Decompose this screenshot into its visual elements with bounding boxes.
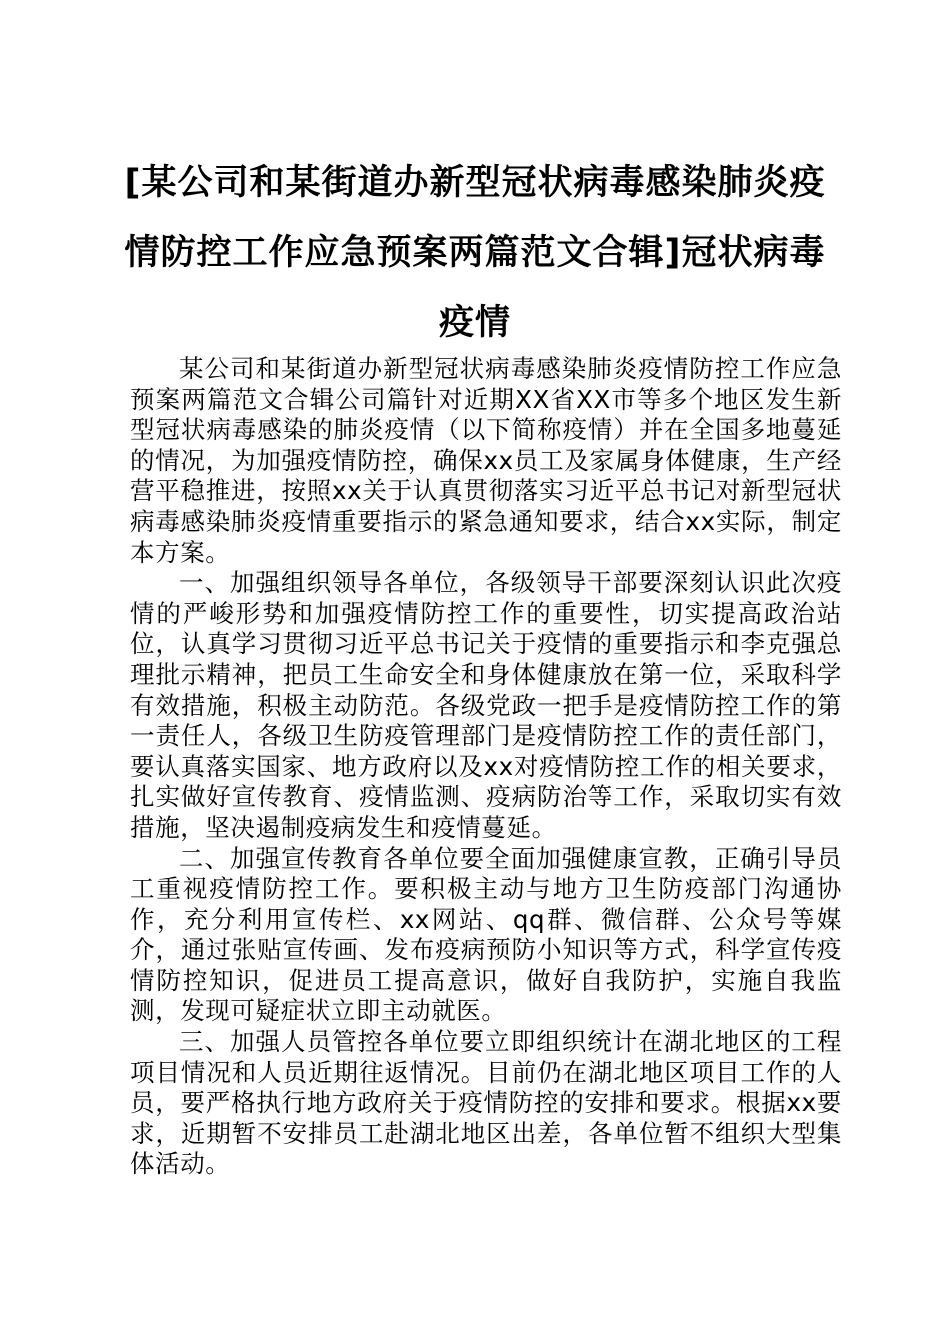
document-title: [某公司和某街道办新型冠状病毒感染肺炎疫情防控工作应急预案两篇范文合辑]冠状病毒疫情	[124, 163, 826, 343]
intro-paragraph: 某公司和某街道办新型冠状病毒感染肺炎疫情防控工作应急预案两篇范文合辑公司篇针对近期XX省XX市等多个地区发生新型冠状病毒感染的肺炎疫情（以下简称疫情）并在全国多地蔓延的情况，为加强疫情防控，确保xx员工及家属身体健康，生产经营平稳推进，按照xx关于认真贯彻落实习近平总书记对新型冠状病毒感染肺炎疫情重要指示的紧急通知要求，结合xx实际，制定本方案。	[130, 354, 842, 567]
document-body	[130, 354, 842, 1180]
section-1-paragraph: 一、加强组织领导各单位，各级领导干部要深刻认识此次疫情的严峻形势和加强疫情防控工作的重要性，切实提高政治站位，认真学习贯彻习近平总书记关于疫情的重要指示和李克强总理批示精神，把员工生命安全和身体健康放在第一位，采取科学有效措施，积极主动防范。各级党政一把手是疫情防控工作的第一责任人，各级卫生防疫管理部门是疫情防控工作的责任部门，要认真落实国家、地方政府以及xx对疫情防控工作的相关要求，扎实做好宣传教育、疫情监测、疫病防治等工作，采取切实有效措施，坚决遏制疫病发生和疫情蔓延。	[130, 568, 842, 842]
section-2-paragraph: 二、加强宣传教育各单位要全面加强健康宣教，正确引导员工重视疫情防控工作。要积极主动与地方卫生防疫部门沟通协作，充分利用宣传栏、xx网站、qq群、微信群、公众号等媒介，通过张贴宣传画、发布疫病预防小知识等方式，科学宣传疫情防控知识，促进员工提高意识，做好自我防护，实施自我监测，发现可疑症状立即主动就医。	[130, 843, 842, 1026]
section-3-paragraph: 三、加强人员管控各单位要立即组织统计在湖北地区的工程项目情况和人员近期往返情况。目前仍在湖北地区项目工作的人员，要严格执行地方政府关于疫情防控的安排和要求。根据xx要求，近期暂不安排员工赴湖北地区出差，各单位暂不组织大型集体活动。	[130, 1027, 842, 1179]
